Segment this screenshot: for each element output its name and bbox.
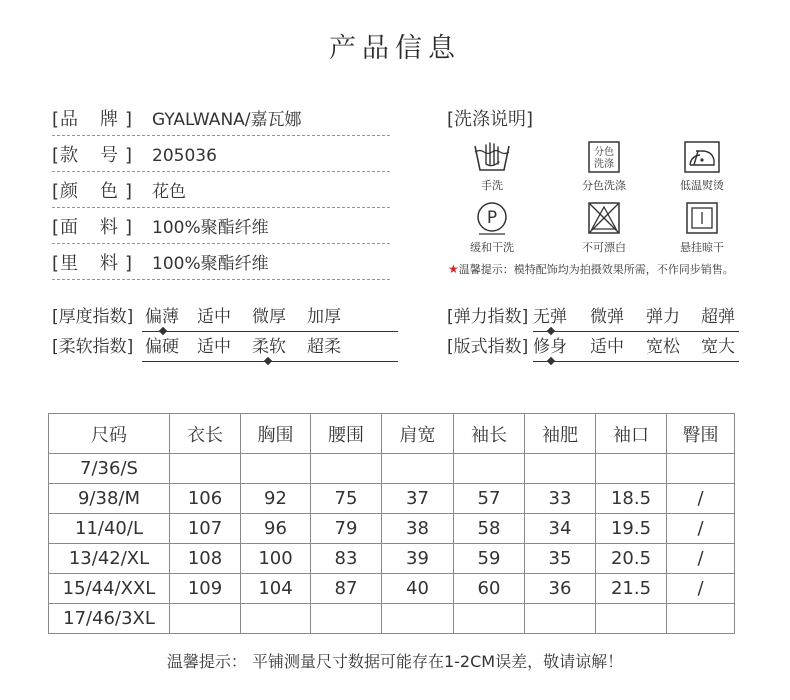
table-header: 腰围 xyxy=(311,414,382,454)
care-heading: [洗涤说明] xyxy=(447,109,534,130)
table-cell: 19.5 xyxy=(596,514,667,544)
care-gentle-dry-clean: P 缓和干洗 xyxy=(452,200,532,255)
table-cell: / xyxy=(667,544,735,574)
hand-wash-icon xyxy=(472,140,512,174)
size-cell: 9/38/M xyxy=(49,484,170,514)
scale-option: 柔软 xyxy=(252,337,286,357)
care-hang-dry: 悬挂晾干 xyxy=(662,200,742,255)
size-cell: 11/40/L xyxy=(49,514,170,544)
gentle-dry-clean-icon xyxy=(474,200,510,236)
table-cell: 96 xyxy=(241,514,311,544)
no-bleach-icon xyxy=(586,200,622,236)
table-cell: 108 xyxy=(170,544,241,574)
size-table xyxy=(48,413,735,634)
table-cell xyxy=(382,604,454,634)
color-value: 花色 xyxy=(152,182,186,202)
table-header: 肩宽 xyxy=(382,414,454,454)
scale-line xyxy=(533,361,739,362)
table-cell: 100 xyxy=(241,544,311,574)
separate-color-wash-icon xyxy=(587,140,621,174)
table-cell: 104 xyxy=(241,574,311,604)
info-row-fabric: [ 面 料 ] 100%聚酯纤维 xyxy=(52,213,390,244)
softness-index: [柔软指数] 偏硬 适中 柔软 超柔 xyxy=(52,335,352,359)
table-cell xyxy=(454,604,525,634)
table-cell xyxy=(596,604,667,634)
table-cell: 57 xyxy=(454,484,525,514)
table-header: 衣长 xyxy=(170,414,241,454)
table-cell: 37 xyxy=(382,484,454,514)
info-row-lining: [ 里 料 ] 100%聚酯纤维 xyxy=(52,249,390,280)
svg-text:洗涤: 洗涤 xyxy=(594,159,614,170)
table-cell: 92 xyxy=(241,484,311,514)
table-cell xyxy=(525,454,596,484)
table-row xyxy=(49,604,735,634)
table-cell: 58 xyxy=(454,514,525,544)
table-header: 袖口 xyxy=(596,414,667,454)
scale-line xyxy=(142,331,398,332)
table-cell: 40 xyxy=(382,574,454,604)
fabric-value: 100%聚酯纤维 xyxy=(152,218,269,238)
table-cell: 33 xyxy=(525,484,596,514)
table-cell: 21.5 xyxy=(596,574,667,604)
scale-option: 宽大 xyxy=(701,337,735,357)
scale-option: 超弹 xyxy=(701,307,735,327)
table-cell: / xyxy=(667,514,735,544)
care-no-bleach: 不可漂白 xyxy=(564,200,644,255)
scale-option: 微弹 xyxy=(590,307,624,327)
table-cell: 34 xyxy=(525,514,596,544)
table-cell: / xyxy=(667,574,735,604)
scale-option: 修身 xyxy=(533,337,567,357)
scale-option: 加厚 xyxy=(307,307,341,327)
care-hand-wash: 手洗 xyxy=(452,140,532,193)
table-row xyxy=(49,514,735,544)
table-cell xyxy=(241,454,311,484)
table-cell xyxy=(596,454,667,484)
table-cell xyxy=(241,604,311,634)
size-cell: 7/36/S xyxy=(49,454,170,484)
table-cell xyxy=(667,454,735,484)
table-cell xyxy=(311,454,382,484)
table-header-row xyxy=(49,414,735,454)
table-cell xyxy=(667,604,735,634)
size-cell: 13/42/XL xyxy=(49,544,170,574)
table-cell xyxy=(311,604,382,634)
care-separate-color-wash: 分色 洗涤 分色洗涤 xyxy=(564,140,644,193)
table-cell xyxy=(170,604,241,634)
table-cell: 36 xyxy=(525,574,596,604)
lining-value: 100%聚酯纤维 xyxy=(152,254,269,274)
table-cell: 83 xyxy=(311,544,382,574)
page-title: 产品信息 xyxy=(329,33,461,64)
scale-option: 微厚 xyxy=(252,307,286,327)
care-low-temp-iron: 低温熨烫 xyxy=(662,140,742,193)
info-row-color: [ 颜 色 ] 花色 xyxy=(52,177,390,208)
scale-option: 适中 xyxy=(590,337,624,357)
table-header: 臀围 xyxy=(667,414,735,454)
table-cell xyxy=(382,454,454,484)
table-row xyxy=(49,454,735,484)
table-cell xyxy=(454,454,525,484)
elasticity-index: [弹力指数] 无弹 微弹 弹力 超弹 xyxy=(447,305,747,329)
scale-option: 弹力 xyxy=(646,307,680,327)
info-row-brand: [ 品 牌 ] GYALWANA/嘉瓦娜 xyxy=(52,105,390,136)
table-cell xyxy=(525,604,596,634)
table-cell: 18.5 xyxy=(596,484,667,514)
table-cell: 20.5 xyxy=(596,544,667,574)
table-cell: 39 xyxy=(382,544,454,574)
scale-option: 无弹 xyxy=(533,307,567,327)
table-cell: 87 xyxy=(311,574,382,604)
size-cell: 17/46/3XL xyxy=(49,604,170,634)
svg-text:P: P xyxy=(486,208,498,228)
table-row xyxy=(49,574,735,604)
table-header: 胸围 xyxy=(241,414,311,454)
scale-option: 适中 xyxy=(197,337,231,357)
table-header: 尺码 xyxy=(49,414,170,454)
table-cell: 79 xyxy=(311,514,382,544)
table-cell: 59 xyxy=(454,544,525,574)
table-cell: 109 xyxy=(170,574,241,604)
info-row-style-no: [ 款 号 ] 205036 xyxy=(52,141,390,172)
table-cell: 35 xyxy=(525,544,596,574)
thickness-index: [厚度指数] 偏薄 适中 微厚 加厚 xyxy=(52,305,352,329)
care-note: ★温馨提示：模特配饰均为拍摄效果所需，不作同步销售。 xyxy=(448,262,734,276)
table-header: 袖长 xyxy=(454,414,525,454)
style-no-value: 205036 xyxy=(152,146,217,166)
fit-index: [版式指数] 修身 适中 宽松 宽大 xyxy=(447,335,747,359)
footer-note: 温馨提示： 平铺测量尺寸数据可能存在1-2CM误差，敬请谅解！ xyxy=(166,652,624,671)
scale-option: 偏薄 xyxy=(145,307,179,327)
scale-line xyxy=(533,331,739,332)
scale-option: 超柔 xyxy=(307,337,341,357)
table-cell xyxy=(170,454,241,484)
scale-option: 偏硬 xyxy=(145,337,179,357)
table-cell: 107 xyxy=(170,514,241,544)
table-cell: / xyxy=(667,484,735,514)
table-cell: 106 xyxy=(170,484,241,514)
table-row xyxy=(49,544,735,574)
table-cell: 75 xyxy=(311,484,382,514)
table-row xyxy=(49,484,735,514)
hang-dry-icon xyxy=(684,200,720,236)
svg-text:分色: 分色 xyxy=(594,147,614,158)
low-temp-iron-icon xyxy=(682,140,722,174)
scale-option: 宽松 xyxy=(646,337,680,357)
table-cell: 60 xyxy=(454,574,525,604)
table-header: 袖肥 xyxy=(525,414,596,454)
size-cell: 15/44/XXL xyxy=(49,574,170,604)
brand-value: GYALWANA/嘉瓦娜 xyxy=(152,110,302,130)
scale-option: 适中 xyxy=(197,307,231,327)
star-icon: ★ xyxy=(448,262,459,276)
table-cell: 38 xyxy=(382,514,454,544)
